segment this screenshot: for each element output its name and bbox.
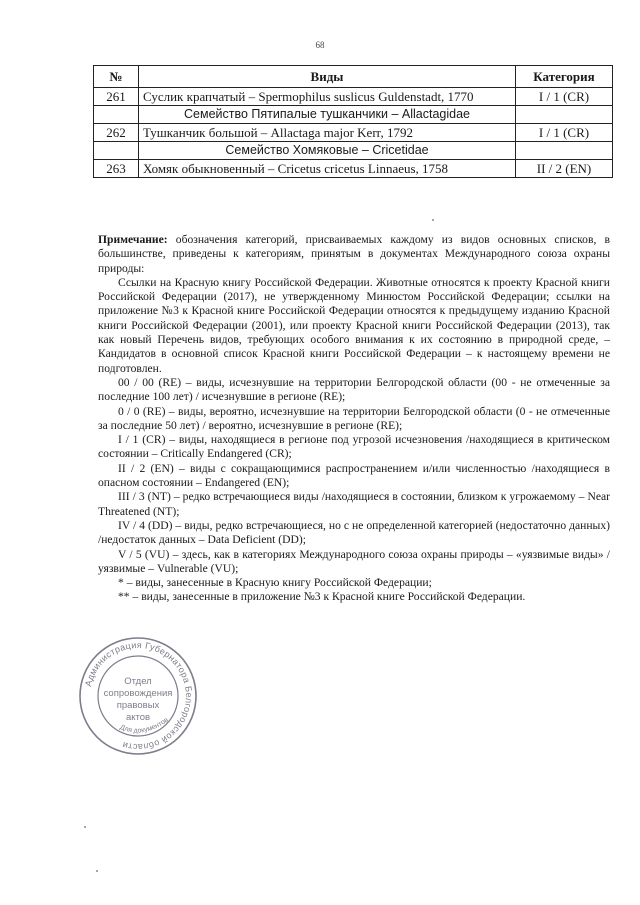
stamp-line-1: Отдел xyxy=(124,676,152,687)
stamp-bottom-text: Для документов xyxy=(118,716,170,735)
species-name: Суслик крапчатый – Spermophilus suslicus Guldenstadt, 1770 xyxy=(139,88,516,106)
species-number: 261 xyxy=(94,88,139,106)
note-category-2: II / 2 (EN) – виды с сокращающимися распространением и/или численностью /находящиеся в опасном состоянии – Endangered (EN); xyxy=(98,461,610,490)
header-species: Виды xyxy=(139,66,516,88)
note-category-4: IV / 4 (DD) – виды, редко встречающиеся, но с не определенной категорией (недостаточно данных) /недостаток данных – Data Deficient (DD); xyxy=(98,518,610,547)
note-category-3: III / 3 (NT) – редко встречающиеся виды /находящиеся в состоянии, близком к угрожаемому – Near Threatened (NT); xyxy=(98,490,610,518)
stamp-line-4: актов xyxy=(125,712,151,723)
table-header-row xyxy=(94,66,613,88)
note-block xyxy=(98,233,610,605)
note-double-asterisk: ** – виды, занесенные в приложение №3 к Красной книге Российской Федерации. xyxy=(118,590,526,604)
note-category-1: I / 1 (CR) – виды, находящиеся в регионе под угрозой исчезновения /находящиеся в критическом состоянии – Critically Endangered (CR); xyxy=(98,433,610,461)
page-number: 68 xyxy=(315,40,325,50)
table-row xyxy=(94,124,613,142)
species-category: II / 2 (EN) xyxy=(516,160,613,178)
note-intro-text: обозначения категорий, присваиваемых каждому из видов основных списков, в большинстве, приведены к категориям, принятым в документах Международного союза охраны природы: xyxy=(98,233,610,275)
stamp-line-3: правовых xyxy=(116,700,160,711)
species-name: Хомяк обыкновенный – Cricetus cricetus Linnaeus, 1758 xyxy=(139,160,516,178)
species-number: 262 xyxy=(94,124,139,142)
stamp-graphic xyxy=(76,634,200,758)
stamp-ring-text: Администрация Губернатора Белгородской области xyxy=(82,639,195,753)
scan-speck xyxy=(96,870,98,872)
family-row xyxy=(94,142,613,160)
header-number: № xyxy=(94,66,139,88)
note-category-0: 0 / 0 (RE) – виды, вероятно, исчезнувшие на территории Белгородской области (0 - не отмеченные за последние 50 лет) / вероятно, исчезнувшие в регионе (RE); xyxy=(98,404,610,432)
species-number: 263 xyxy=(94,160,139,178)
table-row xyxy=(94,88,613,106)
scan-speck xyxy=(432,219,434,221)
note-category-00: 00 / 00 (RE) – виды, исчезнувшие на территории Белгородской области (00 - не отмеченные за последние 100 лет) / исчезнувшие в регионе (RE); xyxy=(98,375,610,404)
family-name: Семейство Пятипалые тушканчики – Allactagidae xyxy=(139,106,516,124)
species-table xyxy=(93,65,613,178)
note-category-5: V / 5 (VU) – здесь, как в категориях Международного союза охраны природы – «уязвимые виды» / уязвимые – Vulnerable (VU); xyxy=(98,547,610,575)
species-name: Тушканчик большой – Allactaga major Kerr, 1792 xyxy=(139,124,516,142)
note-asterisk: * – виды, занесенные в Красную книгу Российской Федерации; xyxy=(118,576,432,590)
official-stamp xyxy=(76,634,200,758)
family-name: Семейство Хомяковые – Cricetidae xyxy=(139,142,516,160)
note-references: Ссылки на Красную книгу Российской Федерации. Животные относятся к проекту Красной книги Российской Федерации (2017), не утвержденному Минюстом Российской Федерации; ссылки на приложение №3 к Красной книге Российской Федерации относятся к предыдущему изданию Красной книги Российской Федерации (2001), или проекту Красной книги Российской Федерации (2013), так как новый Перечень видов, требующих особого внимания к их состоянию в природной среде, – Кандидатов в основной список Красной книги Российской Федерации – к настоящему времени не подготовлен. xyxy=(98,275,610,375)
table-row xyxy=(94,160,613,178)
scan-speck xyxy=(84,826,86,828)
header-category: Категория xyxy=(516,66,613,88)
family-row xyxy=(94,106,613,124)
note-label: Примечание: xyxy=(98,233,168,246)
species-category: I / 1 (CR) xyxy=(516,124,613,142)
note-intro xyxy=(98,233,610,276)
stamp-line-2: сопровождения xyxy=(103,688,173,699)
species-category: I / 1 (CR) xyxy=(516,88,613,106)
